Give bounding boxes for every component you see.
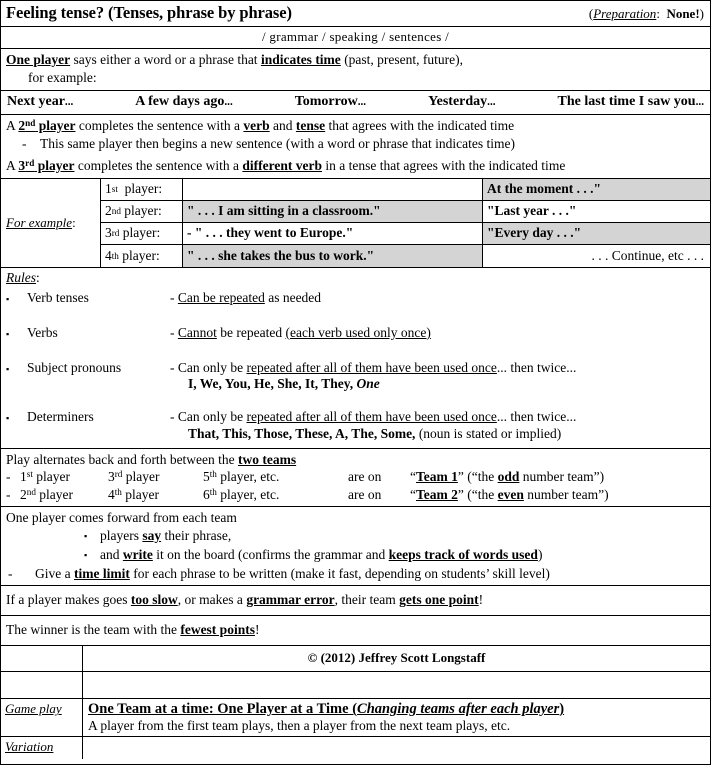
- for-example-label-text: For example: [6, 214, 73, 230]
- p3-a: A: [6, 157, 19, 173]
- intro-tail: (past, present, future),: [340, 52, 464, 67]
- rule-main-line: [170, 408, 705, 426]
- give-b: for each phrase to be written (make it fast, depending on students’ skill level): [129, 565, 550, 581]
- gameplay-line-1: [88, 701, 705, 718]
- penalty-a: If a player makes goes: [6, 592, 131, 608]
- teams-lead: [6, 451, 705, 468]
- winner-row: [1, 616, 710, 646]
- second-player-subrule: - This same player then begins a new sentence (with a word or phrase that indicates time): [22, 135, 515, 151]
- rule-word-list: [170, 375, 705, 393]
- preparation-note: [589, 6, 704, 22]
- time-example-3-suffix: ...: [357, 95, 367, 108]
- table-row: [101, 179, 710, 201]
- teams-lead-text: Play alternates back and forth between the: [6, 452, 239, 468]
- forward-write-text: [100, 546, 542, 565]
- intro-emph: indicates time: [260, 52, 341, 67]
- penalty-b: , or makes a: [177, 592, 247, 608]
- ord-word: player, etc.: [220, 469, 280, 485]
- rule-word-list-note: (noun is stated or implied): [418, 425, 562, 441]
- rule-main-line: [170, 359, 705, 377]
- player-rules-row: [1, 115, 710, 179]
- p2-verb: verb: [243, 117, 270, 133]
- time-example-4-suffix: ...: [487, 95, 496, 108]
- third-player-rule: [6, 157, 705, 175]
- time-example-5-text: The last time I saw you: [557, 93, 696, 109]
- forward-row: [1, 507, 710, 587]
- ord-word: player:: [122, 225, 161, 241]
- rule-emph: repeated after all of them have been used once: [246, 408, 497, 424]
- p2-ordinal: [18, 118, 75, 133]
- rule-emph: Can be repeated: [177, 289, 265, 305]
- team-quote-close: ”: [457, 469, 464, 485]
- team-player-2: [108, 486, 203, 503]
- table-row: [101, 245, 710, 267]
- time-example-1-suffix: ...: [64, 95, 74, 108]
- time-example-4-text: Yesterday: [428, 93, 488, 109]
- variation-label: Variation: [5, 739, 54, 755]
- square-bullet-icon: ▪: [6, 412, 10, 423]
- team-name: Team 2: [416, 486, 458, 502]
- gameplay-changing-teams: Changing teams after each player: [357, 701, 560, 718]
- penalty-d: !: [478, 592, 484, 608]
- prep-colon: :: [656, 6, 660, 21]
- forward-say-text: [100, 527, 231, 546]
- write-emph2: keeps track of words used: [388, 546, 538, 562]
- rule-description: [170, 289, 705, 309]
- category-tags: / grammar / speaking / sentences /: [261, 29, 450, 44]
- ord-sup: th: [114, 486, 122, 497]
- rule-spacer: [6, 311, 705, 324]
- ord-word: player: [36, 469, 70, 485]
- ord-sup: th: [209, 486, 217, 497]
- penalty-grammar-error: grammar error: [246, 592, 335, 608]
- p3-different-verb: different verb: [242, 157, 323, 173]
- ord-word: player:: [124, 203, 162, 219]
- penalty-row: [1, 586, 710, 616]
- square-bullet-icon: ▪: [6, 328, 10, 339]
- p2-ord-num: 2: [18, 117, 26, 133]
- ord-sup: rd: [114, 469, 123, 480]
- copyright-notice: © (2012) Jeffrey Scott Longstaff: [307, 650, 486, 666]
- forward-say-line: [6, 527, 705, 546]
- forward-section: [1, 507, 710, 586]
- p3-mid: completes the sentence with a: [74, 157, 243, 173]
- p2-sub-text: This same player then begins a new sentence (with a word or phrase that indicates time): [40, 135, 515, 151]
- rule-label: Subject pronouns: [27, 359, 122, 375]
- blank-left: [1, 672, 83, 698]
- team-desc-close: number team”): [519, 469, 605, 485]
- rules-section: [1, 268, 710, 448]
- rule-emph: repeated after all of them have been used once: [246, 359, 497, 375]
- rule-rest: as needed: [264, 289, 322, 305]
- write-a: and: [100, 546, 123, 562]
- rule-label: Verbs: [27, 324, 58, 340]
- player-ordinal-cell: 1 st player:: [101, 179, 183, 200]
- rule-emph: Cannot: [177, 324, 217, 340]
- rule-description: [170, 359, 705, 393]
- team-desc-open: (“the: [463, 469, 498, 485]
- write-emph: write: [122, 546, 153, 562]
- phrase-cell: - " . . . they went to Europe.": [183, 223, 483, 244]
- for-example-row: [1, 179, 710, 268]
- rule-description: [170, 324, 705, 344]
- time-cell: . . . Continue, etc . . .: [591, 247, 704, 263]
- team-quote-open: “: [410, 469, 416, 485]
- time-cell: "Last year . . .": [487, 203, 577, 219]
- rule-word-list-text: That, This, Those, These, A, The, Some,: [188, 425, 419, 441]
- forward-write-line: [6, 546, 705, 565]
- dash-marker: -: [8, 565, 13, 581]
- p3-tail: in a tense that agrees with the indicated time: [322, 157, 566, 173]
- intro-text: [1, 49, 710, 90]
- rule-determiners: [6, 408, 705, 442]
- header-row: [1, 1, 710, 27]
- copyright-left-blank: [1, 646, 83, 671]
- second-player-rule: [6, 117, 705, 135]
- ord-num: 6: [203, 486, 210, 502]
- rule-rest: be repeated: [216, 324, 286, 340]
- rules-title-text: Rules: [6, 269, 36, 285]
- p3-ordinal: [18, 158, 74, 173]
- rule-spacer: [6, 395, 705, 408]
- ord-num: 2: [105, 203, 112, 219]
- page-title: Feeling tense? (Tenses, phrase by phrase): [6, 3, 292, 22]
- p3-ord-sup: rd: [25, 157, 35, 168]
- gameplay-row: [1, 699, 710, 737]
- teams-row: [1, 449, 710, 507]
- ord-num: 3: [108, 469, 115, 485]
- give-a: Give a: [35, 565, 74, 581]
- p2-mid: completes the sentence with a: [75, 117, 244, 133]
- p2-ord-sup: nd: [25, 117, 36, 128]
- time-cell: At the moment . . .": [483, 179, 710, 200]
- team-dash: -: [6, 469, 11, 485]
- team-areon: are on: [348, 486, 382, 502]
- say-emph: say: [142, 527, 162, 543]
- rule-rest2: (each verb used only once): [285, 324, 431, 340]
- variation-row: [1, 737, 710, 759]
- gameplay-content: [83, 699, 710, 736]
- table-row: [101, 223, 710, 245]
- p2-ord-word: player: [35, 117, 76, 133]
- for-example-rows: [101, 179, 710, 267]
- time-examples-row: [1, 91, 710, 115]
- team-areon: are on: [348, 469, 382, 485]
- penalty-text: [1, 586, 710, 615]
- ord-word: player: [125, 486, 159, 502]
- player-rules: [1, 115, 710, 178]
- time-example-5-suffix: ...: [695, 95, 704, 108]
- say-a: players: [100, 527, 143, 543]
- penalty-c: , their team: [334, 592, 400, 608]
- rule-word-list-italic: One: [356, 376, 380, 392]
- team-name: Team 1: [416, 469, 458, 485]
- intro-row: [1, 49, 710, 91]
- time-cell: "Every day . . .": [483, 223, 710, 244]
- ord-num: 2: [20, 486, 27, 502]
- gameplay-title: One Team at a time: One Player at a Time: [88, 701, 349, 718]
- gameplay-open: (: [348, 701, 358, 718]
- intro-lead: One player: [6, 52, 71, 67]
- player-ordinal-cell: 4 th player:: [101, 245, 183, 267]
- square-bullet-icon: ▪: [84, 549, 88, 560]
- intro-rest: says either a word or a phrase that: [70, 52, 261, 67]
- rule-subject-pronouns: [6, 359, 705, 393]
- ord-sup: th: [209, 469, 217, 480]
- square-bullet-icon: ▪: [6, 293, 10, 304]
- winner-text: [1, 616, 710, 645]
- rule-word-list: [170, 425, 705, 443]
- rule-description: [170, 408, 705, 442]
- p2-tail: that agrees with the indicated time: [325, 117, 515, 133]
- p3-ord-num: 3: [18, 157, 26, 173]
- table-row: [101, 201, 710, 223]
- team-desc-emph: even: [497, 486, 524, 502]
- p2-tense: tense: [295, 117, 326, 133]
- gameplay-close: ): [559, 701, 565, 718]
- rules-title-colon: :: [36, 269, 40, 285]
- say-b: their phrase,: [161, 527, 232, 543]
- forward-timelimit-text: [35, 565, 550, 583]
- ord-num: 5: [203, 469, 210, 485]
- time-example-2: [135, 94, 232, 110]
- prep-value: None!: [666, 6, 700, 21]
- team-player-1: [20, 486, 108, 503]
- team-quote-close: ”: [457, 486, 464, 502]
- team-desc-open: (“the: [463, 486, 498, 502]
- ord-num: 1: [105, 181, 112, 197]
- rules-row: [1, 268, 710, 449]
- ord-num: 4: [108, 486, 115, 502]
- ord-num: 3: [105, 225, 112, 241]
- for-example-table: [1, 179, 710, 267]
- time-example-1-text: Next year: [7, 93, 65, 109]
- time-example-3-text: Tomorrow: [294, 93, 358, 109]
- player-ordinal-cell: 3 rd player:: [101, 223, 183, 244]
- p3-ord-word: player: [34, 157, 75, 173]
- variation-label-cell: [1, 737, 83, 759]
- square-bullet-icon: ▪: [84, 530, 88, 541]
- rule-spacer: [6, 346, 705, 359]
- team-name-block: [410, 486, 609, 503]
- rule-dash: - Can only be: [170, 408, 247, 424]
- time-example-5: [558, 94, 704, 110]
- team-player-2: [108, 468, 203, 485]
- rule-dash: -: [170, 289, 178, 305]
- team-quote-open: “: [410, 486, 416, 502]
- prep-label: Preparation: [593, 6, 657, 21]
- ord-word: player:: [122, 247, 160, 263]
- team-player-3: [203, 486, 348, 503]
- team-line-even: [6, 486, 705, 503]
- header: [1, 1, 710, 26]
- for-example-label-colon: :: [72, 214, 76, 230]
- tags-row: [1, 27, 710, 49]
- rule-rest: ... then twice...: [496, 408, 577, 424]
- rule-verbs: [6, 324, 705, 344]
- intro-line-2: for example:: [28, 69, 97, 85]
- forward-lead: One player comes forward from each team: [6, 509, 237, 525]
- penalty-too-slow: too slow: [130, 592, 178, 608]
- teams-lead-emph: two teams: [238, 452, 297, 468]
- time-example-4: [428, 94, 496, 110]
- team-dash: -: [6, 486, 11, 502]
- write-b: it on the board (confirms the grammar and: [152, 546, 389, 562]
- time-example-2-suffix: ...: [224, 95, 233, 108]
- blank-row: [1, 672, 710, 699]
- prep-open-paren: (: [588, 6, 594, 21]
- team-desc-emph: odd: [497, 469, 520, 485]
- rule-rest: ... then twice...: [496, 359, 577, 375]
- time-example-3: [295, 94, 366, 110]
- gameplay-line-2: A player from the first team plays, then a player from the next team plays, etc.: [88, 718, 511, 734]
- rule-verb-tenses: [6, 289, 705, 309]
- give-emph: time limit: [73, 565, 130, 581]
- square-bullet-icon: ▪: [6, 363, 10, 374]
- ord-num: 1: [20, 469, 27, 485]
- team-line-odd: [6, 468, 705, 485]
- rule-label: Determiners: [27, 408, 94, 424]
- write-c: ): [537, 546, 543, 562]
- ord-word: player, etc.: [220, 486, 280, 502]
- teams-section: [1, 449, 710, 506]
- variation-value: [83, 737, 710, 759]
- blank-right: [83, 672, 710, 698]
- winner-fewest-points: fewest points: [180, 622, 255, 638]
- prep-close-paren: ): [699, 6, 704, 21]
- ord-word: player: [39, 486, 74, 502]
- player-ordinal-cell: 2 nd player:: [101, 201, 183, 222]
- team-desc-close: number team”): [523, 486, 609, 502]
- ord-sup: st: [26, 469, 33, 480]
- copyright-row: [1, 646, 710, 672]
- rule-label: Verb tenses: [27, 289, 89, 305]
- time-example-1: [7, 94, 73, 110]
- phrase-cell: " . . . I am sitting in a classroom.": [183, 201, 483, 222]
- phrase-cell: [183, 179, 483, 200]
- winner-a: The winner is the team with the: [6, 622, 181, 638]
- for-example-label: [1, 179, 101, 267]
- time-example-2-text: A few days ago: [135, 93, 225, 109]
- ord-num: 4: [105, 247, 112, 263]
- p2-a: A: [6, 117, 19, 133]
- penalty-gets-one-point: gets one point: [399, 592, 479, 608]
- p2-and: and: [269, 117, 296, 133]
- rule-word-list-text: I, We, You, He, She, It, They,: [188, 376, 357, 392]
- phrase-cell: " . . . she takes the bus to work.": [183, 245, 483, 267]
- ord-word: player:: [124, 181, 163, 197]
- intro-line-1: [6, 51, 705, 69]
- winner-b: !: [254, 622, 260, 638]
- forward-timelimit-line: [6, 565, 705, 583]
- gameplay-label-cell: [1, 699, 83, 736]
- ord-word: player: [125, 469, 160, 485]
- rules-title: [6, 270, 705, 286]
- team-name-block: [410, 468, 604, 485]
- rule-dash: - Can only be: [170, 359, 247, 375]
- ord-sup: nd: [26, 486, 36, 497]
- gameplay-label: Game play: [5, 701, 62, 717]
- team-player-3: [203, 468, 348, 485]
- team-player-1: [20, 468, 108, 485]
- rule-dash: -: [170, 324, 178, 340]
- time-examples: [1, 91, 710, 114]
